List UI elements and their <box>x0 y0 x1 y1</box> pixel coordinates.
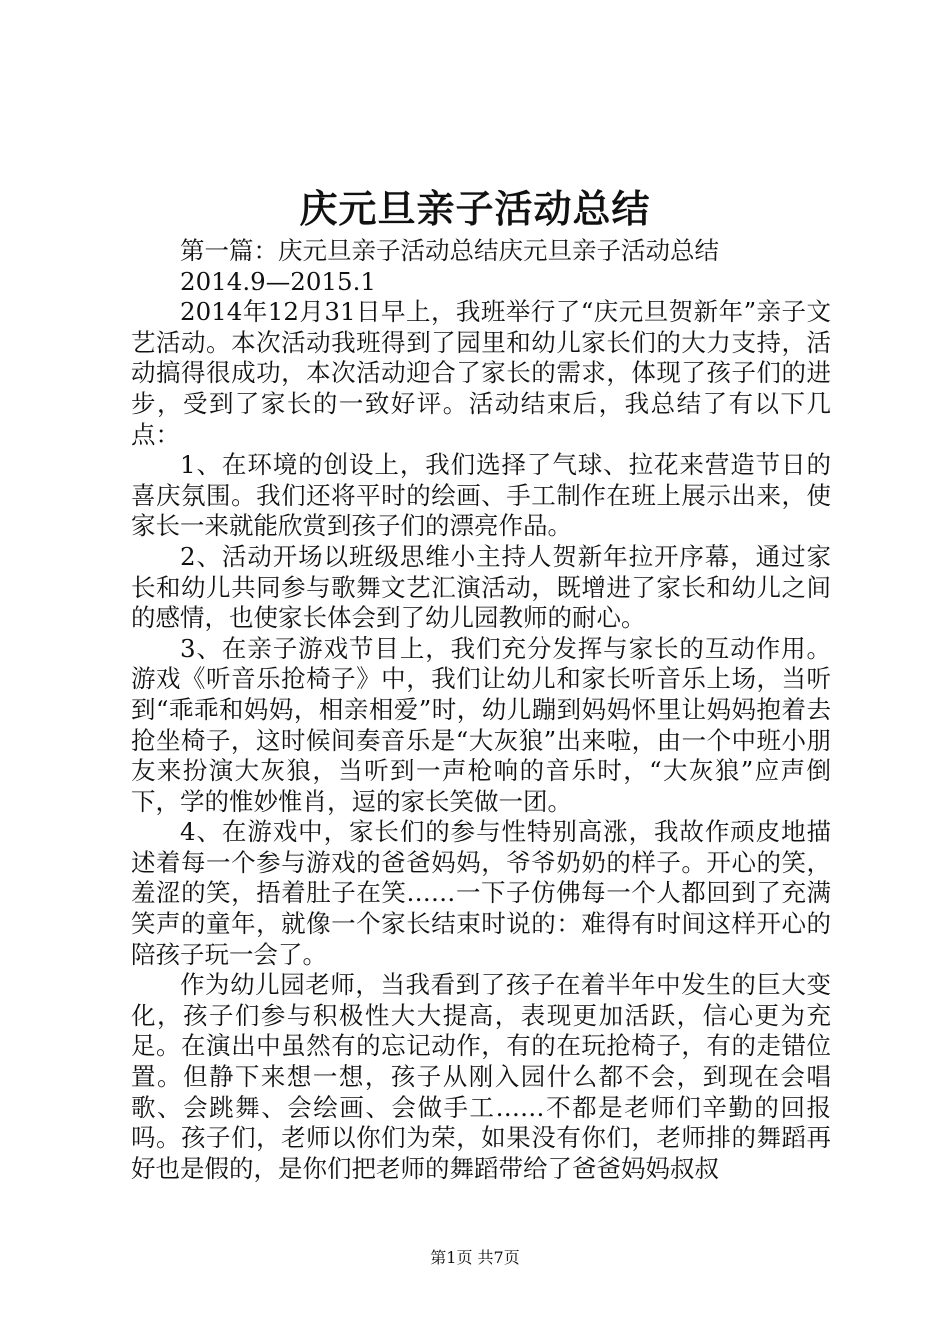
paragraph-chapter-heading: 第一篇：庆元旦亲子活动总结庆元旦亲子活动总结 <box>180 236 719 265</box>
paragraph-reflection: 作为幼儿园老师，当我看到了孩子在着半年中发生的巨大变化，孩子们参与积极性大大提高，表现更加活跃，信心更为充足。在演出中虽然有的忘记动作，有的在玩抢椅子，有的走错位置。但静下来想一想，孩子从刚入园什么都不会，到现在会唱歌、会跳舞、会绘画、会做手工……不都是老师们辛勤的回报吗。孩子们，老师以你们为荣，如果没有你们，老师排的舞蹈再好也是假的，是你们把老师的舞蹈带给了爸爸妈妈叔叔 <box>131 970 831 1183</box>
document-title: 庆元旦亲子活动总结 <box>299 186 651 231</box>
paragraph-point-2: 2、活动开场以班级思维小主持人贺新年拉开序幕，通过家长和幼儿共同参与歌舞文艺汇演活动，既增进了家长和幼儿之间的感情，也使家长体会到了幼儿园教师的耐心。 <box>131 541 831 633</box>
page-number-footer: 第1页 共7页 <box>430 1248 520 1267</box>
paragraph-date-range: 2014.9—2015.1 <box>180 266 376 296</box>
paragraph-point-4: 4、在游戏中，家长们的参与性特别高涨，我故作顽皮地描述着每一个参与游戏的爸爸妈妈，爷爷奶奶的样子。开心的笑，羞涩的笑，捂着肚子在笑……一下子仿佛每一个人都回到了充满笑声的童年，就像一个家长结束时说的：难得有时间这样开心的陪孩子玩一会了。 <box>131 817 831 969</box>
document-body <box>131 236 831 1184</box>
paragraph-point-1: 1、在环境的创设上，我们选择了气球、拉花来营造节日的喜庆氛围。我们还将平时的绘画、手工制作在班上展示出来，使家长一来就能欣赏到孩子们的漂亮作品。 <box>131 450 831 541</box>
paragraph-point-3: 3、在亲子游戏节目上，我们充分发挥与家长的互动作用。游戏《听音乐抢椅子》中，我们让幼儿和家长听音乐上场，当听到“乖乖和妈妈，相亲相爱”时，幼儿蹦到妈妈怀里让妈妈抱着去抢坐椅子，这时候间奏音乐是“大灰狼”出来啦，由一个中班小朋友来扮演大灰狼，当听到一声枪响的音乐时，“大灰狼”应声倒下，学的惟妙惟肖，逗的家长笑做一团。 <box>131 633 831 816</box>
paragraph-intro: 2014年12月31日早上，我班举行了“庆元旦贺新年”亲子文艺活动。本次活动我班得到了园里和幼儿家长们的大力支持，活动搞得很成功，本次活动迎合了家长的需求，体现了孩子们的进步，受到了家长的一致好评。活动结束后，我总结了有以下几点： <box>131 297 831 449</box>
